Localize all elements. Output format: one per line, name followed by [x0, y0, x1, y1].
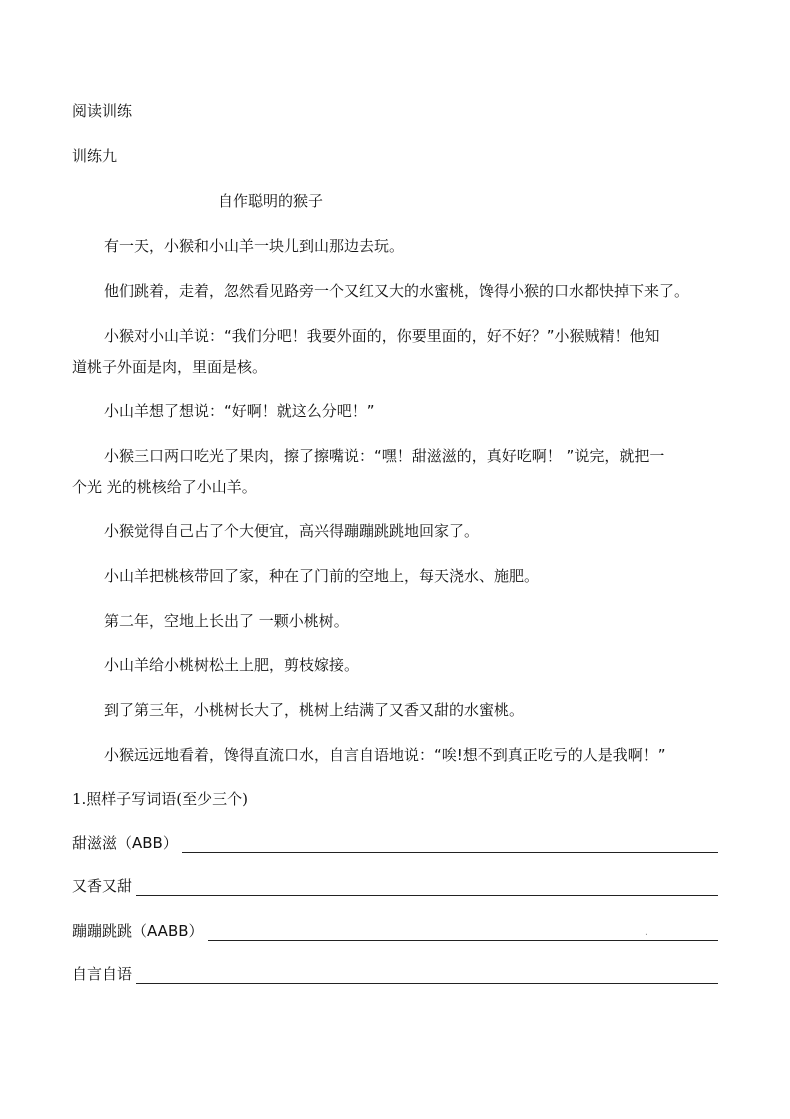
story-paragraph: 到了第三年，小桃树长大了，桃树上结满了又香又甜的水蜜桃。 [104, 701, 525, 719]
story-paragraph: 小猴三口两口吃光了果肉，擦了擦嘴说：“嘿！甜滋滋的，真好吃啊！ ”说完，就把一 [104, 447, 665, 465]
story-title: 自作聪明的猴子 [218, 192, 324, 210]
fill-in-row [72, 832, 718, 853]
fill-in-row [72, 963, 718, 984]
answer-blank[interactable] [182, 832, 718, 853]
fill-in-label: 甜滋滋（ABB） [72, 834, 178, 852]
answer-blank[interactable] [208, 920, 718, 941]
story-paragraph: 小山羊把桃核带回了家，种在了门前的空地上，每天浇水、施肥。 [104, 567, 540, 585]
story-paragraph: 小山羊给小桃树松土上肥，剪枝嫁接。 [104, 656, 360, 674]
story-paragraph: 小猴觉得自己占了个大便宜，高兴得蹦蹦跳跳地回家了。 [104, 522, 480, 540]
answer-blank[interactable] [136, 875, 718, 896]
story-paragraph-continued: 个光 光的桃核给了小山羊。 [72, 478, 257, 496]
fill-in-row [72, 875, 718, 896]
fill-in-label: 蹦蹦跳跳（AABB） [72, 922, 204, 940]
fill-in-label: 又香又甜 [72, 877, 133, 895]
story-paragraph: 有一天，小猴和小山羊一块儿到山那边去玩。 [104, 237, 405, 255]
exercise-heading: 训练九 [72, 147, 118, 165]
fill-in-label: 自言自语 [72, 965, 133, 983]
section-heading: 阅读训练 [72, 102, 133, 120]
fill-in-row [72, 920, 718, 941]
story-paragraph: 小猴对小山羊说：“我们分吧！我要外面的，你要里面的，好不好？”小猴贼精！他知 [104, 327, 660, 345]
question-prompt: 1.照样子写词语(至少三个) [72, 790, 249, 808]
story-paragraph: 小猴远远地看着，馋得直流口水，自言自语地说：“唉!想不到真正吃亏的人是我啊！” [104, 746, 666, 764]
story-paragraph: 他们跳着，走着，忽然看见路旁一个又红又大的水蜜桃，馋得小猴的口水都快掉下来了。 [104, 282, 690, 300]
story-paragraph: 第二年，空地上长出了 一颗小桃树。 [104, 612, 349, 630]
story-paragraph: 小山羊想了想说：“好啊！就这么分吧！” [104, 402, 375, 420]
story-paragraph-continued: 道桃子外面是肉，里面是核。 [72, 358, 268, 376]
answer-blank[interactable] [136, 963, 718, 984]
stray-mark: . [644, 927, 648, 938]
